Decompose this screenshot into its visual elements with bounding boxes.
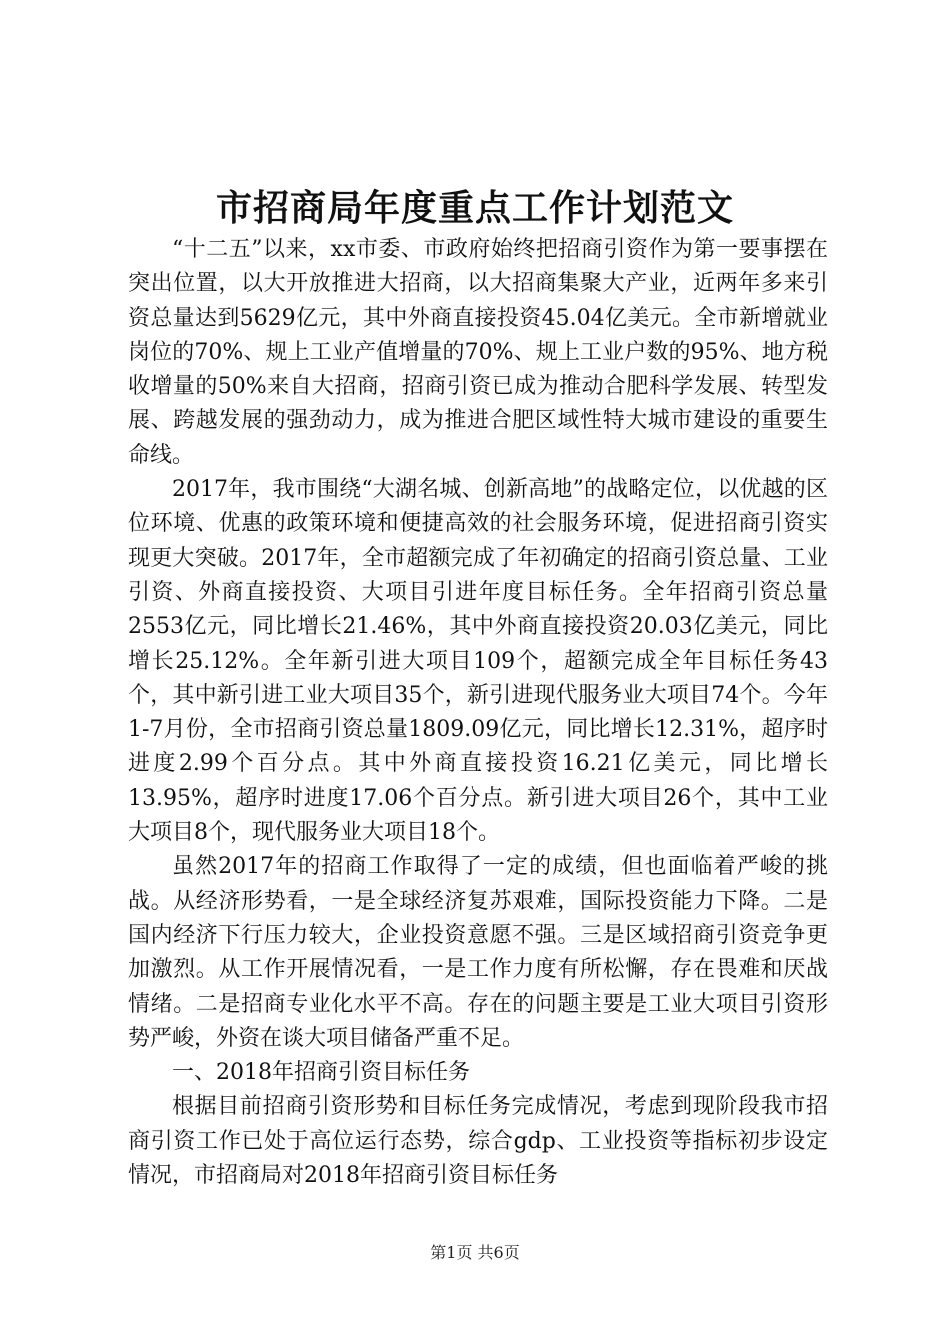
paragraph-challenges: 虽然2017年的招商工作取得了一定的成绩，但也面临着严峻的挑战。从经济形势看，一是全球经济复苏艰难，国际投资能力下降。二是国内经济下行压力较大，企业投资意愿不强。三是区域招商引资竞争更加激烈。从工作开展情况看，一是工作力度有所松懈，存在畏难和厌战情绪。二是招商专业化水平不高。存在的问题主要是工业大项目引资形势严峻，外资在谈大项目储备严重不足。	[128, 854, 828, 1051]
paragraph-2017-results: 2017年，我市围绕“大湖名城、创新高地”的战略定位，以优越的区位环境、优惠的政策环境和便捷高效的社会服务环境，促进招商引资实现更大突破。2017年，全市超额完成了年初确定的招商引资总量、工业引资、外商直接投资、大项目引进年度目标任务。全年招商引资总量2553亿元，同比增长21.46%，其中外商直接投资20.03亿美元，同比增长25.12%。全年新引进大项目109个，超额完成全年目标任务43个，其中新引进工业大项目35个，新引进现代服务业大项目74个。今年1-7月份，全市招商引资总量1809.09亿元，同比增长12.31%，超序时进度2.99个百分点。其中外商直接投资16.21亿美元，同比增长13.95%，超序时进度17.06个百分点。新引进大项目26个，其中工业大项目8个，现代服务业大项目18个。	[128, 477, 828, 846]
document-body	[128, 233, 828, 1193]
document-title: 市招商局年度重点工作计划范文	[215, 187, 734, 229]
paragraph-intro: “十二五”以来，xx市委、市政府始终把招商引资作为第一要事摆在突出位置，以大开放推进大招商，以大招商集聚大产业，近两年多来引资总量达到5629亿元，其中外商直接投资45.04亿美元。全市新增就业岗位的70%、规上工业产值增量的70%、规上工业户数的95%、地方税收增量的50%来自大招商，招商引资已成为推动合肥科学发展、转型发展、跨越发展的强劲动力，成为推进合肥区域性特大城市建设的重要生命线。	[128, 237, 828, 468]
page-number-footer: 第1页 共6页	[430, 1243, 520, 1262]
paragraph-2018-targets: 根据目前招商引资形势和目标任务完成情况，考虑到现阶段我市招商引资工作已处于高位运行态势，综合gdp、工业投资等指标初步设定情况，市招商局对2018年招商引资目标任务	[128, 1094, 828, 1189]
section-heading-2018-targets: 一、2018年招商引资目标任务	[172, 1060, 470, 1086]
